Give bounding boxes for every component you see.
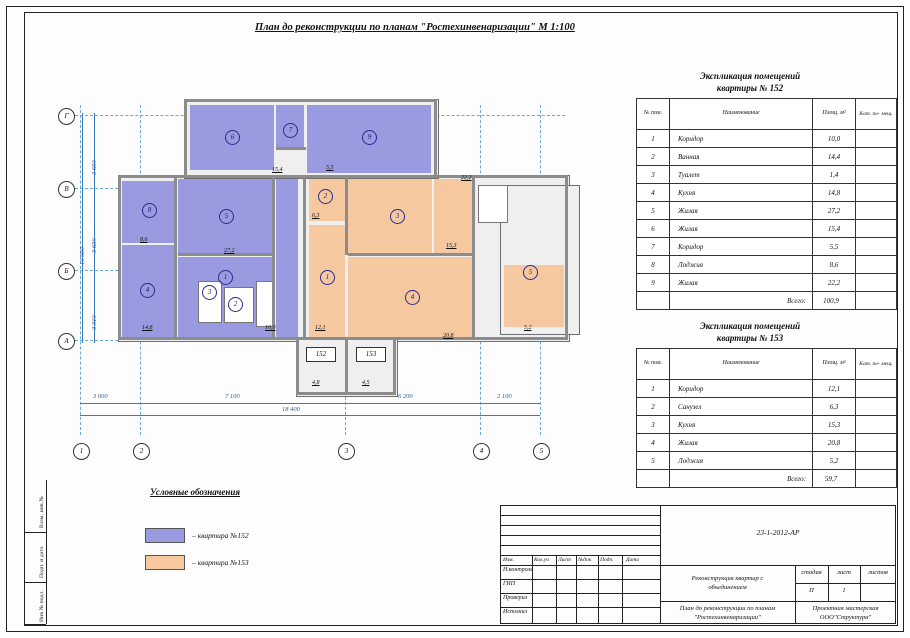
table-153-header-row (637, 349, 897, 380)
wall-upper-right (434, 99, 437, 177)
table-152-title-line2: квартиры № 152 (716, 83, 784, 93)
cell-152-num: 7 (637, 238, 670, 256)
table-153-header-name: Наименование (670, 349, 813, 380)
left-margin-cell-3 (24, 582, 46, 625)
cell-152-num: 3 (637, 166, 670, 184)
wall-internal-4 (345, 177, 348, 255)
cell-152-kat (856, 256, 897, 274)
cell-152-name: Коридор (670, 130, 813, 148)
cell-152-name: Туалет (670, 166, 813, 184)
table-row (637, 416, 897, 434)
table-152-header-name: Наименование (670, 99, 813, 130)
rev-col-3 (576, 555, 577, 624)
wall-upper-top (184, 99, 437, 102)
left-margin-label-0: Взам. инв.№ (39, 496, 45, 528)
axis-marker-5: 5 (533, 443, 550, 460)
room-area-8: 8,6 (140, 237, 148, 243)
cell-153-num: 1 (637, 380, 670, 398)
cell-152-name: Коридор (670, 238, 813, 256)
wall-lower-mid (345, 340, 348, 395)
cell-152-area: 15,4 (813, 220, 856, 238)
cell-152-num: 8 (637, 256, 670, 274)
cell-152-area: 1,4 (813, 166, 856, 184)
table-152-header-kat: Кат. по- мещ. (856, 99, 897, 130)
cell-152-num: 2 (637, 148, 670, 166)
title-block (500, 505, 896, 624)
cell-153-area: 15,3 (813, 416, 856, 434)
stage-row-line2 (795, 601, 896, 602)
page-title: План до реконструкции по планам "Ростехинвенаризации" М 1:100 (255, 22, 575, 33)
sheet-name-line1: План до реконструкции по планам (679, 605, 776, 612)
table-153-total-kat (856, 470, 897, 488)
wall-upper-left (184, 99, 187, 177)
table-row (637, 184, 897, 202)
cell-152-kat (856, 184, 897, 202)
cell-152-num: 6 (637, 220, 670, 238)
cell-152-area: 8,6 (813, 256, 856, 274)
cell-152-name: Ванная (670, 148, 813, 166)
room-number-153-2: 2 (318, 189, 333, 204)
cell-152-num: 9 (637, 274, 670, 292)
axis-marker-B: Б (58, 263, 75, 280)
cell-153-name: Жилая (670, 434, 813, 452)
cell-152-area: 10,0 (813, 130, 856, 148)
cell-152-name: Кухня (670, 184, 813, 202)
table-153-header-num: № пом. (637, 349, 670, 380)
table-row (637, 274, 897, 292)
legend-swatch-153 (145, 555, 185, 570)
table-153-total-row (637, 470, 897, 488)
table-row (637, 220, 897, 238)
legend-title: Условные обозначения (150, 487, 240, 497)
axis-marker-3: 3 (338, 443, 355, 460)
cell-153-area: 6,3 (813, 398, 856, 416)
rev-header-izm: Изм. (503, 557, 514, 563)
room-area-153-5: 5,2 (524, 325, 532, 331)
cell-152-kat (856, 166, 897, 184)
wall-lower-left (296, 337, 299, 395)
table-row (637, 130, 897, 148)
dim-horizontal-2100: 2 100 (497, 393, 512, 400)
table-152-total-blank (637, 292, 670, 310)
table-153-title-line1: Экспликация помещений (699, 321, 801, 331)
cell-152-num: 4 (637, 184, 670, 202)
table-152-header-area: Площ. м² (813, 99, 856, 130)
table-153-title-line2: квартиры № 153 (716, 333, 784, 343)
cell-153-area: 12,1 (813, 380, 856, 398)
dim-vertical-3310: 3 310 (91, 315, 98, 330)
table-row (637, 256, 897, 274)
room-number-9: 9 (362, 130, 377, 145)
organization (795, 605, 896, 622)
role-line-1 (500, 579, 660, 580)
dim-vertical-10590: 10 590 (79, 247, 86, 265)
cell-153-kat (856, 434, 897, 452)
cell-153-num: 3 (637, 416, 670, 434)
rev-col-5 (622, 555, 623, 624)
room-area-7: 5,5 (326, 165, 334, 171)
flat-label-153: 153 (356, 347, 386, 362)
table-row (637, 434, 897, 452)
room-area-153-4: 20,8 (443, 333, 454, 339)
cell-152-num: 5 (637, 202, 670, 220)
cell-152-num: 1 (637, 130, 670, 148)
cell-153-num: 4 (637, 434, 670, 452)
table-row (637, 166, 897, 184)
room-area-153-2: 6,3 (312, 213, 320, 219)
cell-152-name: Жилая (670, 202, 813, 220)
room-number-153-3: 3 (390, 209, 405, 224)
left-margin-cell-1 (24, 480, 46, 533)
sheet-name-line2: "Ростехинвенаризации" (694, 613, 761, 621)
dim-vertical-3630: 3 630 (91, 238, 98, 253)
organization-line2: ООО"Структура" (819, 613, 872, 621)
cell-152-kat (856, 130, 897, 148)
flat-area-152: 4,8 (312, 380, 320, 386)
role-line-2 (500, 593, 660, 594)
stage-value: П (809, 587, 814, 594)
room-number-4: 4 (140, 283, 155, 298)
cell-152-area: 14,8 (813, 184, 856, 202)
room-area-153-3: 15,3 (446, 243, 457, 249)
room-number-5: 5 (219, 209, 234, 224)
stage-header: стадия (801, 569, 822, 576)
rev-col-1 (532, 555, 533, 624)
role-proveril: Проверил (503, 595, 528, 601)
table-row (637, 202, 897, 220)
axis-line-1 (80, 105, 81, 435)
cell-152-area: 22,2 (813, 274, 856, 292)
table-152-total-value: 100,9 (813, 292, 856, 310)
room-number-6: 6 (225, 130, 240, 145)
table-153-total-blank (637, 470, 670, 488)
floor-plan (60, 85, 620, 455)
room-number-153-5: 5 (523, 265, 538, 280)
table-152-total-row (637, 292, 897, 310)
wall-right (565, 175, 568, 340)
table-153-total-value: 59,7 (813, 470, 856, 488)
cell-153-name: Лоджия (670, 452, 813, 470)
project-code: 23-1-2012-АР (756, 528, 800, 537)
rev-grid-line-6 (500, 565, 896, 566)
role-gip: ГИП (503, 581, 516, 587)
wall-left (118, 175, 121, 340)
cell-152-area: 5,5 (813, 238, 856, 256)
cell-153-area: 20,8 (813, 434, 856, 452)
table-152-total-kat (856, 292, 897, 310)
rev-header-ndok: №док (578, 557, 592, 563)
legend-swatch-152 (145, 528, 185, 543)
wall-internal-3 (303, 177, 306, 340)
room-number-7: 7 (283, 123, 298, 138)
axis-marker-1: 1 (73, 443, 90, 460)
table-row (637, 452, 897, 470)
dim-vertical-3650: 3 650 (91, 160, 98, 175)
cell-152-kat (856, 238, 897, 256)
room-number-153-1: 1 (320, 270, 335, 285)
rev-grid-line-3 (500, 535, 660, 536)
rev-header-data: Дата (626, 557, 640, 563)
cell-153-area: 5,2 (813, 452, 856, 470)
rev-header-list: Лист (558, 557, 571, 563)
left-margin-label-2: Инв.№ подл. (39, 589, 45, 622)
wall-lower-right (393, 337, 396, 395)
dim-horizontal-3000: 3 000 (93, 393, 108, 400)
room-number-8: 8 (142, 203, 157, 218)
cell-152-kat (856, 274, 897, 292)
room-area-4: 14,8 (142, 325, 153, 331)
table-152-header-row (637, 99, 897, 130)
left-margin-cell-2 (24, 532, 46, 583)
rev-header-podp: Подп. (600, 557, 614, 563)
object-name-line2: объединением (708, 583, 747, 591)
balcony-white-right (478, 185, 508, 223)
legend-label-153: – квартира №153 (192, 558, 249, 567)
cell-152-name: Жилая (670, 274, 813, 292)
left-margin-column (24, 480, 47, 624)
cell-153-kat (856, 398, 897, 416)
cell-153-kat (856, 452, 897, 470)
table-153-total-label: Всего: (670, 470, 813, 488)
rev-grid-line-1 (500, 515, 660, 516)
rev-col-2 (556, 555, 557, 624)
cell-152-area: 27,2 (813, 202, 856, 220)
wall-internal-7 (348, 253, 472, 256)
sheet-title-line (660, 601, 795, 602)
table-152-header-num: № пом. (637, 99, 670, 130)
list-header: лист (837, 569, 851, 576)
wall-internal-1 (174, 177, 177, 340)
table-153 (636, 348, 897, 488)
cell-153-kat (856, 416, 897, 434)
axis-marker-4: 4 (473, 443, 490, 460)
dim-horizontal-7100: 7 100 (225, 393, 240, 400)
dim-horizontal-18400: 18 400 (282, 406, 300, 413)
axis-marker-2: 2 (133, 443, 150, 460)
stage-row-line (795, 583, 896, 584)
axis-marker-A: А (58, 333, 75, 350)
room-area-5: 27,2 (224, 248, 235, 254)
cell-152-kat (856, 148, 897, 166)
wall-upper-internal (276, 147, 306, 150)
table-row (637, 238, 897, 256)
cell-152-name: Лоджия (670, 256, 813, 274)
rev-header-koluch: Кол.уч (534, 557, 549, 563)
wall-internal-2 (272, 177, 275, 340)
organization-line1: Проектная мастерская (812, 605, 879, 612)
room-area-1: 10,0 (265, 325, 276, 331)
cell-153-name: Санузел (670, 398, 813, 416)
role-ispolnil: Исполнил (503, 609, 528, 615)
flat-area-153: 4,5 (362, 380, 370, 386)
table-row (637, 380, 897, 398)
list-value: 1 (842, 587, 846, 594)
cell-153-kat (856, 380, 897, 398)
table-152-title (636, 70, 864, 94)
cell-152-area: 14,4 (813, 148, 856, 166)
cell-153-name: Коридор (670, 380, 813, 398)
cell-152-name: Жилая (670, 220, 813, 238)
axis-marker-V: В (58, 181, 75, 198)
room-area-153-1: 12,1 (315, 325, 326, 331)
dim-chain-horizontal-outer (80, 415, 540, 416)
room-number-1: 1 (218, 270, 233, 285)
left-margin-label-1: Подп. и дата (39, 546, 45, 578)
rev-grid-line-4 (500, 545, 660, 546)
room-area-6: 15,4 (272, 167, 283, 173)
room-number-153-4: 4 (405, 290, 420, 305)
legend-label-152: – квартира №152 (192, 531, 249, 540)
axis-marker-G: Г (58, 108, 75, 125)
dim-chain-horizontal-inner (80, 403, 540, 404)
table-152-total-label: Всего: (670, 292, 813, 310)
cell-153-name: Кухня (670, 416, 813, 434)
table-row (637, 148, 897, 166)
wall-internal-5 (472, 177, 475, 340)
cell-152-kat (856, 202, 897, 220)
table-153-header-kat: Кат. по- мещ. (856, 349, 897, 380)
cell-152-kat (856, 220, 897, 238)
rev-grid-line-5 (500, 555, 660, 556)
dim-chain-vertical-outer (82, 113, 83, 343)
sheet-name (660, 605, 795, 622)
dim-horizontal-6200: 6 200 (398, 393, 413, 400)
object-name-line1: Реконструкция квартир с (691, 575, 764, 582)
table-153-title (636, 320, 864, 344)
dim-chain-vertical-inner (94, 113, 95, 343)
room-area-9: 22,2 (461, 175, 472, 181)
rev-grid-line-2 (500, 525, 660, 526)
room-number-3: 3 (202, 285, 217, 300)
table-152-title-line1: Экспликация помещений (699, 71, 801, 81)
table-row (637, 398, 897, 416)
role-nkontrol: Н.контроль (503, 567, 533, 573)
rev-col-4 (598, 555, 599, 624)
flat-label-152: 152 (306, 347, 336, 362)
cell-153-num: 2 (637, 398, 670, 416)
table-153-header-area: Площ. м² (813, 349, 856, 380)
lists-header: листов (868, 569, 888, 576)
room-152-corridor (276, 179, 298, 337)
table-152 (636, 98, 897, 310)
role-line-3 (500, 607, 660, 608)
object-name (660, 575, 795, 592)
cell-153-num: 5 (637, 452, 670, 470)
room-number-2: 2 (228, 297, 243, 312)
